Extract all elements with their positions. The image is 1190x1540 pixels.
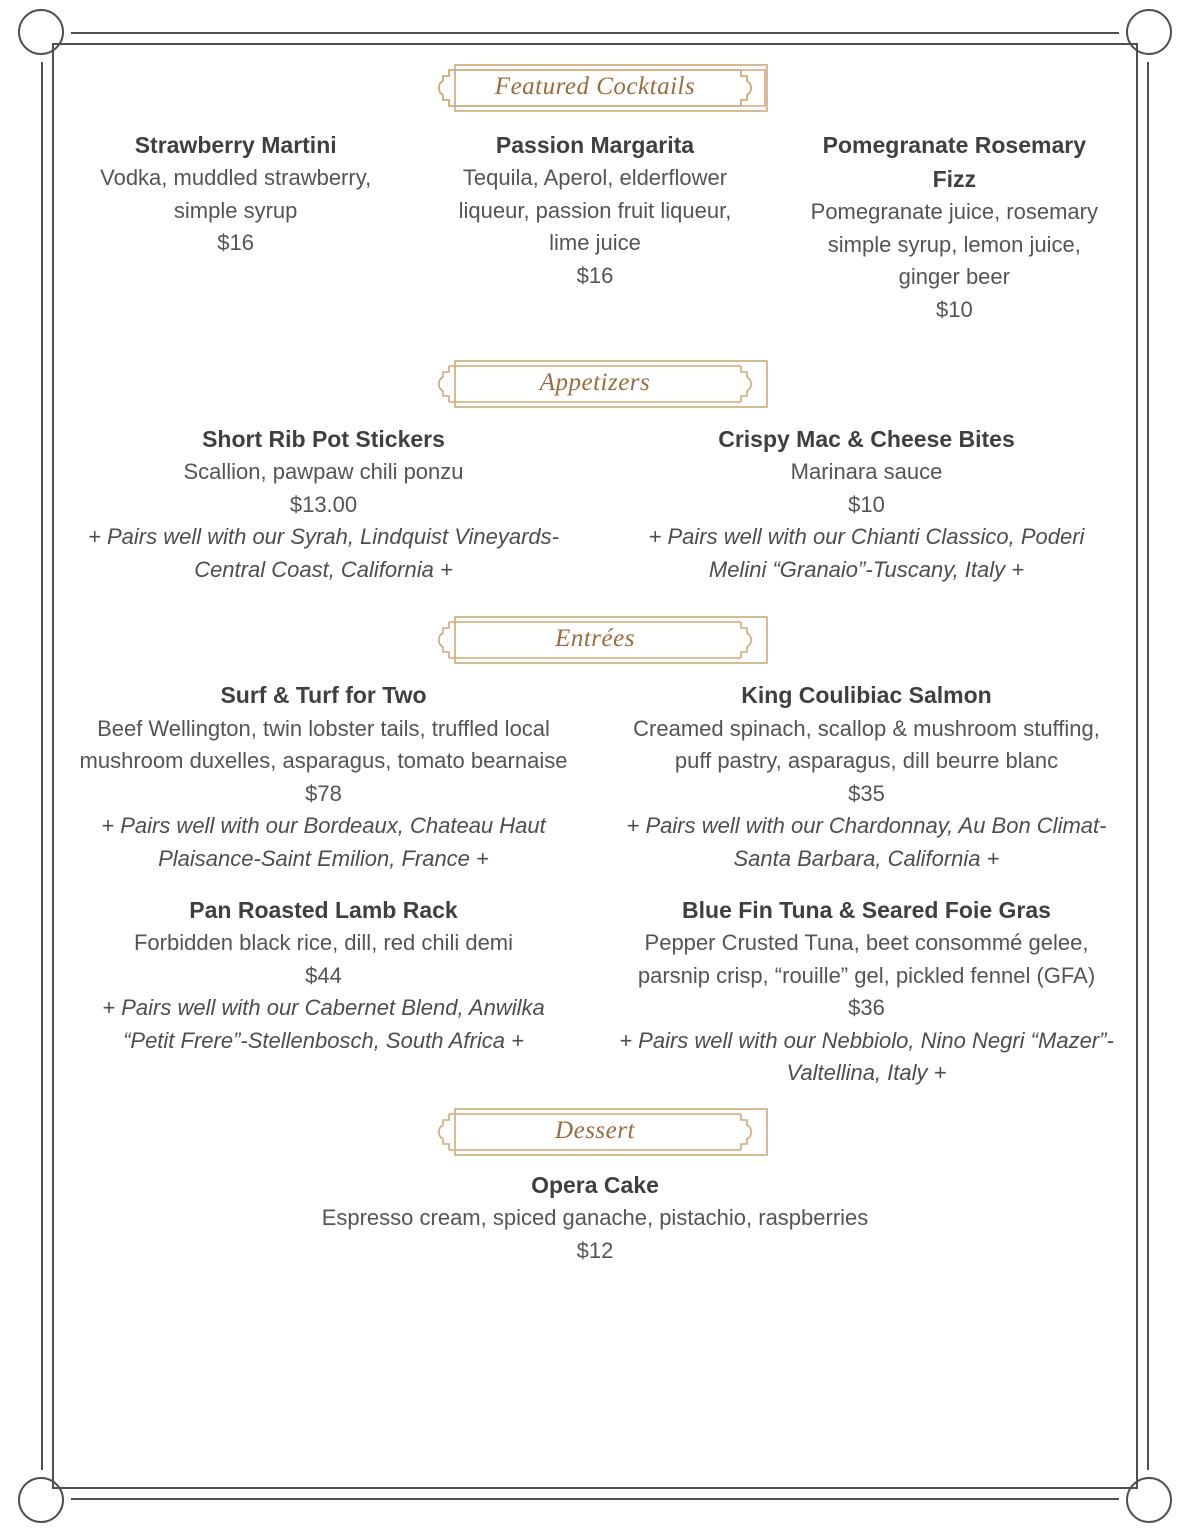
item-name: Surf & Turf for Two [220,682,427,709]
item-name: Blue Fin Tuna & Seared Foie Gras [682,897,1051,924]
corner-mask-bottom-right [1119,1470,1149,1500]
section-banner-dessert [70,1104,1120,1160]
item-pairing: + Pairs well with our Chardonnay, Au Bon Climat-Santa Barbara, California + [626,813,1107,871]
section-title-featured-cocktails: Featured Cocktails [494,73,696,100]
item-price: $16 [217,230,255,256]
item-description: Creamed spinach, scallop & mushroom stuffing, puff pastry, asparagus, dill beurre blanc [633,715,1100,774]
item-pairing: + Pairs well with our Cabernet Blend, Anwilka “Petit Frere”-Stellenbosch, South Africa + [102,995,545,1053]
section-title-appetizers: Appetizers [539,369,651,397]
item-pairing: + Pairs well with our Bordeaux, Chateau Haut Plaisance-Saint Emilion, France + [101,813,546,871]
menu-item [70,893,577,1057]
item-name: Strawberry Martini [134,132,337,158]
item-description: Pomegranate juice, rosemary simple syrup, lemon juice, ginger beer [810,199,1098,290]
item-price: $36 [848,995,885,1021]
menu-item [613,422,1120,586]
dessert-items [70,1168,1120,1267]
section-appetizers [70,356,1120,586]
item-price: $78 [305,780,342,806]
item-price: $10 [935,296,973,322]
item-name: Passion Margarita [495,132,695,158]
item-name: Crispy Mac & Cheese Bites [718,426,1015,453]
menu-item [70,422,577,586]
corner-mask-bottom-left [41,1470,71,1500]
item-price: $10 [848,491,885,517]
item-description: Marinara sauce [790,459,943,485]
menu-item [613,678,1120,875]
item-description: Forbidden black rice, dill, red chili demi [133,930,514,956]
menu-item [70,678,577,875]
item-price: $13.00 [289,491,358,517]
appetizer-items [70,422,1120,586]
item-price: $35 [848,780,885,806]
section-title-dessert: Dessert [555,1117,635,1144]
section-dessert [70,1104,1120,1267]
section-title-entrees: Entrées [555,625,635,653]
corner-mask-top-right [1119,32,1149,62]
item-price: $16 [576,262,614,288]
entree-items-row-2 [70,893,1120,1090]
corner-notch-top-right [1126,9,1172,55]
cocktail-items [70,128,1120,326]
section-banner-appetizers [70,356,1120,412]
menu-item [429,128,760,292]
item-name: Pomegranate Rosemary Fizz [822,132,1086,193]
corner-notch-top-left [18,9,64,55]
item-description: Pepper Crusted Tuna, beet consommé gelee, parsnip crisp, “rouille” gel, pickled fennel (GFA) [637,930,1096,988]
menu-item [70,1168,1120,1267]
item-description: Vodka, muddled strawberry, simple syrup [100,165,372,223]
item-description: Beef Wellington, twin lobster tails, truffled local mushroom duxelles, asparagus, tomato bearnaise [79,715,568,774]
item-pairing: + Pairs well with our Syrah, Lindquist Vineyards-Central Coast, California + [88,524,559,582]
menu-item [70,128,401,260]
corner-notch-bottom-right [1126,1477,1172,1523]
item-description: Scallion, pawpaw chili ponzu [183,459,464,485]
item-price: $44 [305,962,342,988]
entree-items-row-1 [70,678,1120,875]
section-featured-cocktails [70,60,1120,326]
corner-notch-bottom-left [18,1477,64,1523]
item-name: Pan Roasted Lamb Rack [189,897,458,924]
item-name: Short Rib Pot Stickers [202,426,445,453]
corner-mask-top-left [41,32,71,62]
item-price: $12 [576,1237,614,1263]
item-pairing: + Pairs well with our Chianti Classico, Poderi Melini “Granaio”-Tuscany, Italy + [648,524,1085,582]
menu-item [613,893,1120,1090]
section-banner-entrees [70,612,1120,668]
item-pairing: + Pairs well with our Nebbiolo, Nino Negri “Mazer”-Valtellina, Italy + [619,1027,1114,1086]
menu-content [70,60,1120,1480]
item-name: Opera Cake [531,1172,659,1198]
item-description: Tequila, Aperol, elderflower liqueur, passion fruit liqueur, lime juice [458,165,732,256]
menu-item [789,128,1120,326]
section-entrees [70,612,1120,1090]
section-banner-featured-cocktails [70,60,1120,116]
item-description: Espresso cream, spiced ganache, pistachio, raspberries [321,1205,869,1231]
item-name: King Coulibiac Salmon [741,682,992,709]
